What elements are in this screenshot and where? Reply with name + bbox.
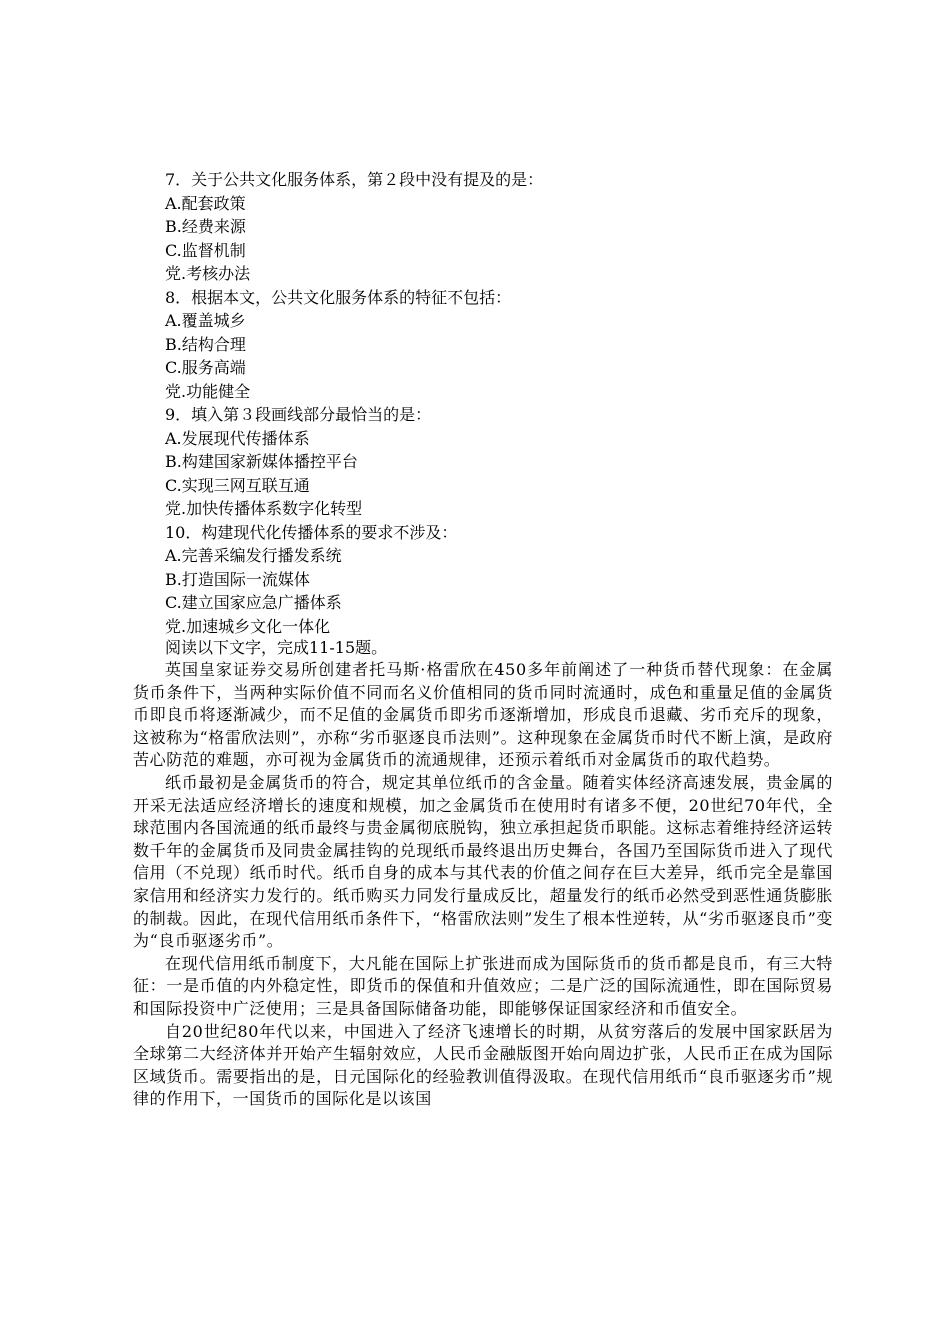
question-stem: 8．根据本文，公共文化服务体系的特征不包括： [165, 287, 512, 307]
reading-instruction: 阅读以下文字，完成11-15题。 [165, 638, 388, 657]
option-d: 党.加速城乡文化一体化 [165, 616, 331, 636]
passage-paragraph: 自20世纪80年代以来，中国进入了经济飞速增长的时期，从贫穷落后的发展中国家跃居为全球第二大经济体并开始产生辐射效应，人民币金融版图开始向周边扩张，人民币正在成为国际区域货币。需要指出的是，日元国际化的经验教训值得汲取。在现代信用纸币“良币驱逐劣币”规律的作用下，一国货币的国际化是以该国 [133, 1021, 833, 1109]
question-list [165, 168, 825, 638]
option-a: A.完善采编发行播发系统 [165, 546, 342, 565]
option-c: C.建立国家应急广播体系 [165, 593, 342, 612]
passage-paragraph: 英国皇家证券交易所创建者托马斯·格雷欣在450多年前阐述了一种货币替代现象：在金属货币条件下，当两种实际价值不同而名义价值相同的货币同时流通时，成色和重量足值的金属货币即良币将逐渐减少，而不足值的金属货币即劣币逐渐增加，形成良币退藏、劣币充斥的现象，这被称为“格雷欣法则”，亦称“劣币驱逐良币法则”。这种现象在金属货币时代不断上演，是政府苦心防范的难题，亦可视为金属货币的流通规律，还预示着纸币对金属货币的取代趋势。 [133, 660, 833, 770]
option-b: B.结构合理 [165, 334, 246, 354]
option-c: C.实现三网互联互通 [165, 475, 310, 495]
option-b: B.打造国际一流媒体 [165, 569, 310, 589]
question-stem: 9．填入第３段画线部分最恰当的是： [165, 405, 432, 424]
question-stem: 7．关于公共文化服务体系，第２段中没有提及的是： [165, 170, 544, 189]
option-c: C.服务高端 [165, 358, 246, 377]
option-d: 党.考核办法 [165, 264, 251, 283]
option-a: A.覆盖城乡 [165, 311, 246, 330]
passage-paragraph: 在现代信用纸币制度下，大凡能在国际上扩张进而成为国际货币的货币都是良币，有三大特征：一是币值的内外稳定性，即货币的保值和升值效应；二是广泛的国际流通性，即在国际贸易和国际投资中广泛使用；三是具备国际储备功能，即能够保证国家经济和币值安全。 [133, 953, 833, 1018]
passage-paragraph: 纸币最初是金属货币的符合，规定其单位纸币的含金量。随着实体经济高速发展，贵金属的开采无法适应经济增长的速度和规模，加之金属货币在使用时有诸多不便，20世纪70年代，全球范围内各国流通的纸币最终与贵金属彻底脱钩，独立承担起货币职能。这标志着维持经济运转数千年的金属货币及同贵金属挂钩的兑现纸币最终退出历史舞台，各国乃至国际货币进入了现代信用（不兑现）纸币时代。纸币自身的成本与其代表的价值之间存在巨大差异，纸币完全是靠国家信用和经济实力发行的。纸币购买力同发行量成反比，超量发行的纸币必然受到恶性通货膨胀的制裁。因此，在现代信用纸币条件下，“格雷欣法则”发生了根本性逆转，从“劣币驱逐良币”变为“良币驱逐劣币”。 [133, 772, 833, 951]
option-a: A.发展现代传播体系 [165, 428, 310, 448]
option-d: 党.加快传播体系数字化转型 [165, 499, 363, 518]
option-b: B.经费来源 [165, 217, 246, 236]
option-d: 党.功能健全 [165, 381, 251, 401]
question-stem: 10．构建现代化传播体系的要求不涉及： [165, 522, 458, 542]
option-c: C.监督机制 [165, 240, 246, 260]
option-a: A.配套政策 [165, 193, 246, 213]
passage [133, 659, 833, 1111]
option-b: B.构建国家新媒体播控平台 [165, 452, 358, 471]
